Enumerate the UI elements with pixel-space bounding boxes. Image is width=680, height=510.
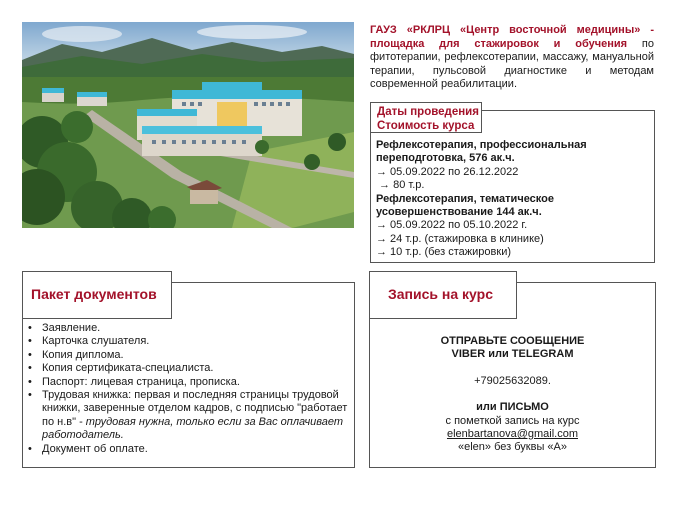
dates-tab-label: Даты проведения xyxy=(377,106,479,118)
center-aerial-photo xyxy=(22,22,354,228)
list-item: • Заявление. xyxy=(28,322,350,335)
workbook-note: трудовая нужна, только если за Вас оплачивает работодатель. xyxy=(42,415,344,442)
dates-content xyxy=(376,139,652,260)
send-message-line2: VIBER или TELEGRAM xyxy=(451,348,574,361)
documents-list xyxy=(28,322,350,456)
enroll-title: Запись на курс xyxy=(388,286,493,302)
intro-paragraph xyxy=(370,24,654,92)
course1-dates: → 05.09.2022 по 26.12.2022 xyxy=(376,165,519,178)
course2-dates: → 05.09.2022 по 05.10.2022 г. xyxy=(376,219,528,232)
course2-title: Рефлексотерапия, тематическое усовершенствование 144 ак.ч. xyxy=(376,192,554,219)
email-note: с пометкой запись на курс xyxy=(445,414,580,427)
enroll-content xyxy=(370,335,655,455)
intro-rest: по фитотерапии, рефлексотерапии, массажу, мануальной терапии, пульсовой диагностике и методам современной реабилитации. xyxy=(370,37,654,90)
list-item: • Документ об оплате. xyxy=(28,443,350,456)
list-item: • Карточка слушателя. xyxy=(28,335,350,348)
send-message-line1: ОТПРАВЬТЕ СООБЩЕНИЕ xyxy=(440,335,585,347)
list-item-workbook xyxy=(28,389,350,443)
list-item: • Паспорт: лицевая страница, прописка. xyxy=(28,376,350,389)
workbook-text: Трудовая книжка: первая и последняя страницы трудовой книжки, заверенные отделом кадров, с подписью "работает по н.в" - xyxy=(42,389,348,428)
enroll-tab xyxy=(369,271,517,319)
course2-price-internship: → 24 т.р. (стажировка в клинике) xyxy=(376,232,544,245)
or-email-label: или ПИСЬМО xyxy=(476,401,549,414)
documents-title: Пакет документов xyxy=(31,286,157,302)
phone-number[interactable]: +79025632089. xyxy=(474,374,551,387)
email-link[interactable]: elenbartanova@gmail.com xyxy=(446,428,578,441)
course1-title: Рефлексотерапия, профессиональная переподготовка, 576 ак.ч. xyxy=(376,139,587,165)
intro-lead: ГАУЗ «РКЛРЦ «Центр восточной медицины» - площадка для стажировок и обучения xyxy=(370,24,654,50)
list-item: • Копия диплома. xyxy=(28,349,350,362)
course1-price: → 80 т.р. xyxy=(376,179,425,192)
dates-price-tab xyxy=(370,102,482,133)
course2-price-no-internship: → 10 т.р. (без стажировки) xyxy=(376,246,512,259)
list-item: • Копия сертификата-специалиста. xyxy=(28,362,350,375)
email-hint: «elen» без буквы «А» xyxy=(458,441,567,454)
price-tab-label: Стоимость курса xyxy=(377,120,475,132)
documents-tab xyxy=(22,271,172,319)
